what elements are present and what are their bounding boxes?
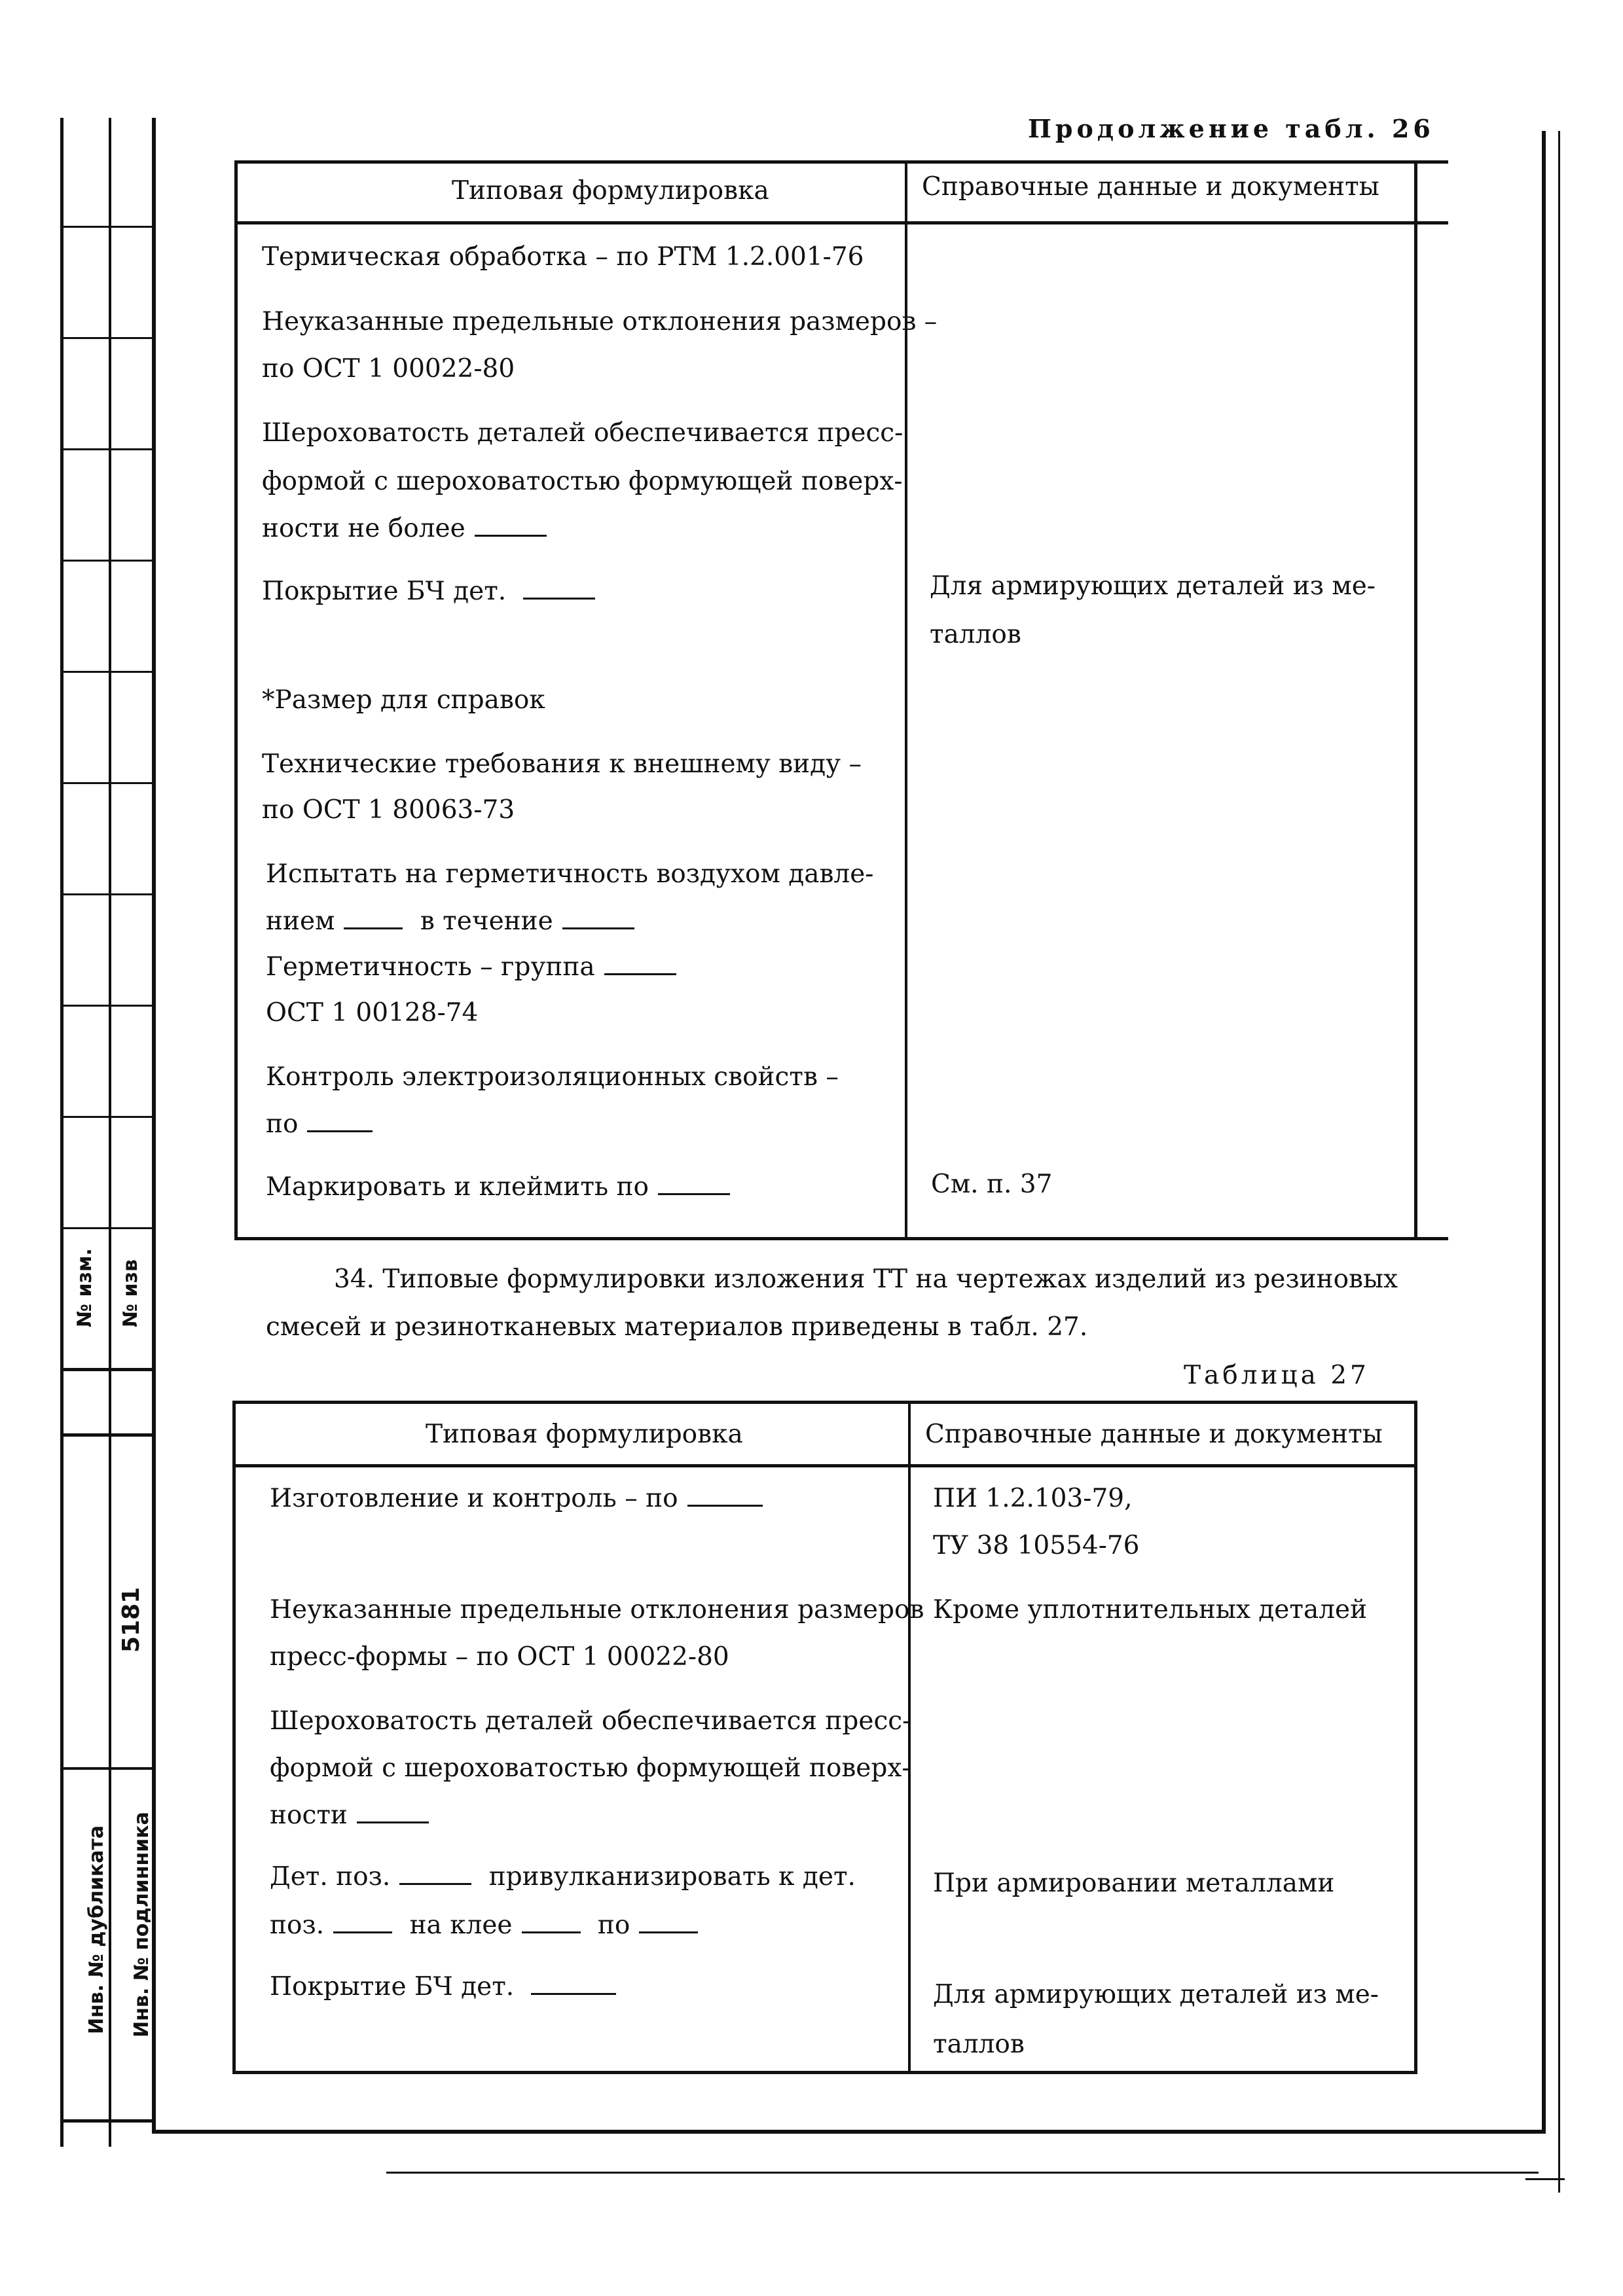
stamp-cell-line [60,671,156,673]
t26-header-col1: Типовая формулировка [452,176,769,206]
t26-r4-line1-text: Покрытие БЧ дет. [262,577,507,606]
blank-field [399,1883,471,1885]
blank-field [658,1193,730,1195]
frame-left-inner [109,118,111,2147]
stamp-cell-line [60,893,156,895]
t27-r1-text: Изготовление и контроль – по [270,1484,678,1513]
frame-right-outer [1558,131,1560,2193]
t26-r8-po: по [266,1109,299,1139]
blank-field [523,598,595,600]
stamp-lower-top [60,1433,156,1437]
paragraph-34-line1: 34. Типовые формулировки изложения ТТ на чертежах изделий из резиновых [334,1265,1398,1294]
table27-label: Таблица 27 [1184,1361,1370,1390]
t26-border-left [234,160,238,1240]
t26-border-right [1414,160,1417,1240]
t27-r4-det: Дет. поз. [270,1862,391,1892]
t27-col-divider [908,1401,911,2074]
frame-bottom-extra [386,2172,1539,2174]
t27-r3-line1: Шероховатость деталей обеспечивается пресс- [270,1706,911,1736]
t27-r4-glue: на клее [409,1910,513,1940]
t27-r1-right-line1: ПИ 1.2.103-79, [933,1484,1133,1513]
t26-border-top [234,160,1448,164]
t27-r4-line2 [270,1912,698,1938]
frame-right [1542,131,1546,2134]
t26-r9-text: Маркировать и клеймить по [266,1172,649,1202]
t27-r5-line1 [270,1974,616,2000]
blank-field [639,1931,698,1933]
t26-border-bottom [234,1237,1448,1240]
t26-r4-line1 [262,579,595,604]
blank-field [333,1931,392,1933]
t27-r5-text: Покрытие БЧ дет. [270,1972,515,2001]
blank-field [562,927,634,929]
blank-field [344,927,403,929]
t26-r3-line3-text: ности не более [262,514,465,543]
stamp-upper-bottom [60,1368,156,1371]
t27-r4-right: При армировании металлами [933,1869,1335,1898]
t26-r7-group: Герметичность – группа [266,952,595,982]
t26-r4-right-line2: таллов [930,620,1021,649]
t26-r6-line1: Технические требования к внешнему виду – [262,749,862,779]
t26-r7-line4: ОСТ 1 00128-74 [266,998,479,1028]
stamp-divider-1 [60,1767,156,1770]
t27-border-top [232,1401,1417,1404]
t26-r3-line1: Шероховатость деталей обеспечивается пресс- [262,418,903,448]
t26-header-col2: Справочные данные и документы [922,172,1379,202]
stamp-original-number: 5181 [118,1587,145,1653]
stamp-divider-2 [60,2119,156,2123]
stamp-cell-line [60,1116,156,1118]
frame-left-outer [60,118,64,2147]
t27-r3-text: ности [270,1801,348,1830]
t27-r3-line3 [270,1803,429,1828]
stamp-izv-label: № изв [119,1259,142,1327]
stamp-cell-line [60,560,156,562]
t27-r2-line2: пресс-формы – по ОСТ 1 00022-80 [270,1642,729,1672]
t27-border-left [232,1401,236,2074]
blank-field [475,535,547,537]
t27-r1-line1 [270,1486,763,1511]
stamp-izm-label: № изм. [73,1248,96,1327]
t27-r4-line1 [270,1864,856,1890]
t26-r9-right: См. п. 37 [931,1170,1053,1199]
t27-r5-right-line2: таллов [933,2030,1025,2059]
blank-field [522,1931,581,1933]
t26-r7-line1: Испытать на герметичность воздухом давле- [266,859,874,889]
t26-r9-line1 [266,1174,730,1200]
t26-r7-line3 [266,954,676,980]
t27-r3-line2: формой с шероховатостью формующей поверх- [270,1753,911,1783]
t27-r4-vulc: привулканизировать к дет. [488,1862,856,1892]
blank-field [687,1505,763,1507]
t26-r7-nie: нием [266,906,335,936]
stamp-cell-line [60,226,156,228]
continuation-label: Продолжение табл. 26 [1028,114,1434,143]
t27-border-right [1414,1401,1417,2074]
t27-header-col2: Справочные данные и документы [925,1420,1383,1449]
t26-r1-line1: Термическая обработка – по РТМ 1.2.001-76 [262,242,864,272]
blank-field [357,1821,429,1823]
frame-bottom [152,2130,1546,2134]
t26-border-header [234,221,1448,224]
t27-r2-line1: Неуказанные предельные отклонения размеров [270,1595,924,1624]
t26-r8-line1: Контроль электроизоляционных свойств – [266,1062,839,1092]
stamp-cell-line [60,337,156,339]
t27-r1-right-line2: ТУ 38 10554-76 [933,1531,1140,1560]
stamp-cell-line [60,1227,156,1229]
t27-header-col1: Типовая формулировка [426,1420,743,1449]
t26-r2-line2: по ОСТ 1 00022-80 [262,354,515,384]
blank-field [307,1130,373,1132]
t26-r8-line2 [266,1111,373,1137]
stamp-duplicate-label: Инв. № дубликата [85,1825,108,2034]
t26-r5-line1: *Размер для справок [262,685,545,715]
stamp-cell-line [60,782,156,784]
t26-r6-line2: по ОСТ 1 80063-73 [262,795,515,825]
t26-r7-during: в течение [420,906,553,936]
t26-r3-line2: формой с шероховатостью формующей поверх- [262,467,903,496]
paragraph-34-line2: смесей и резинотканевых материалов приведены в табл. 27. [266,1312,1088,1342]
blank-field [531,1993,616,1995]
t26-r4-right-line1: Для армирующих деталей из ме- [930,571,1376,601]
t27-r4-po: по [597,1910,630,1940]
t27-r4-poz: поз. [270,1910,325,1940]
blank-field [604,973,676,975]
t26-r2-line1: Неуказанные предельные отклонения размеров – [262,307,938,336]
stamp-cell-line [60,1005,156,1007]
t26-r3-line3 [262,516,547,541]
stamp-original-label: Инв. № подлинника [130,1812,153,2037]
t27-border-header [232,1464,1417,1467]
stamp-cell-line [60,448,156,450]
t27-r5-right-line1: Для армирующих деталей из ме- [933,1980,1379,2009]
t26-r7-line2 [266,908,634,934]
t27-border-bottom [232,2071,1417,2074]
frame-bottom-extra2 [1525,2178,1565,2180]
t27-r2-right: Кроме уплотнительных деталей [933,1595,1368,1624]
